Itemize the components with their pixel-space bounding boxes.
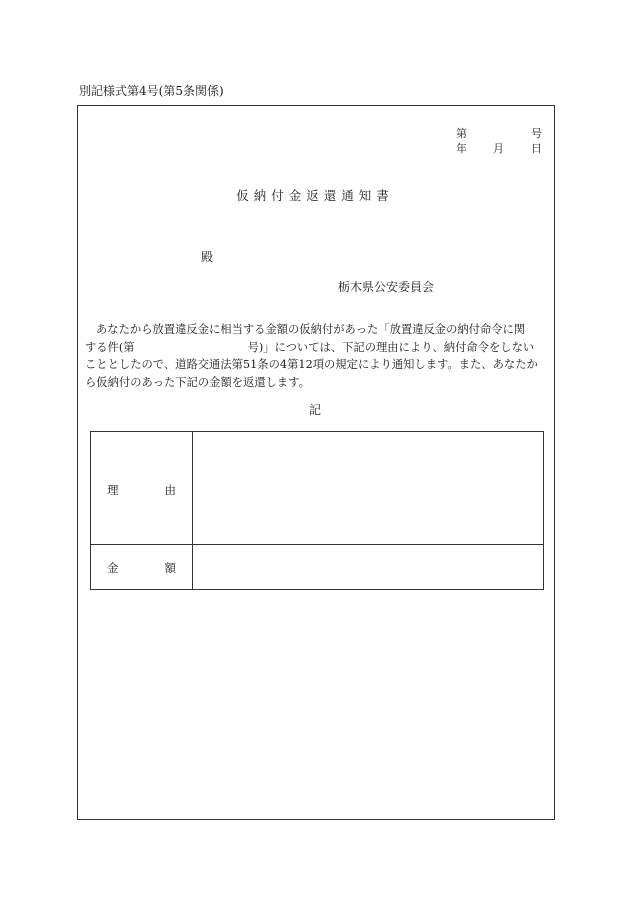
amount-label-part-2: 額 (164, 561, 176, 575)
number-suffix: 号 (531, 127, 542, 140)
reason-value (193, 432, 544, 545)
date-month: 月 (493, 142, 504, 155)
amount-label (91, 545, 193, 590)
amount-label-part-1: 金 (107, 561, 119, 575)
issuer-name: 栃木県公安委員会 (338, 280, 435, 294)
date-day: 日 (531, 142, 542, 155)
addressee-honorific: 殿 (201, 250, 214, 264)
body-line: あなたから放置違反金に相当する金額の仮納付があった「放置違反金の納付命令に関 (96, 323, 526, 336)
reason-row (91, 432, 544, 545)
notice-body (85, 321, 555, 391)
reason-label (91, 432, 193, 545)
reason-label-part-1: 理 (107, 483, 119, 497)
body-line: ら仮納付のあった下記の金額を返還します。 (85, 375, 310, 389)
reason-label-part-2: 由 (164, 483, 176, 497)
body-line: する件(第 号)」については、下記の理由により、納付命令をしない (85, 340, 535, 354)
amount-value (193, 545, 544, 590)
refund-details-table (90, 431, 544, 590)
amount-row (91, 545, 544, 590)
date-year: 年 (456, 142, 467, 155)
form-number-label: 別記様式第4号(第5条関係) (79, 84, 224, 98)
body-line: こととしたので、道路交通法第51条の4第12項の規定により通知します。また、あなたか (85, 358, 538, 371)
document-title: 仮納付金返還通知書 (236, 188, 394, 203)
ki-heading: 記 (308, 403, 321, 417)
number-prefix: 第 (456, 127, 467, 140)
